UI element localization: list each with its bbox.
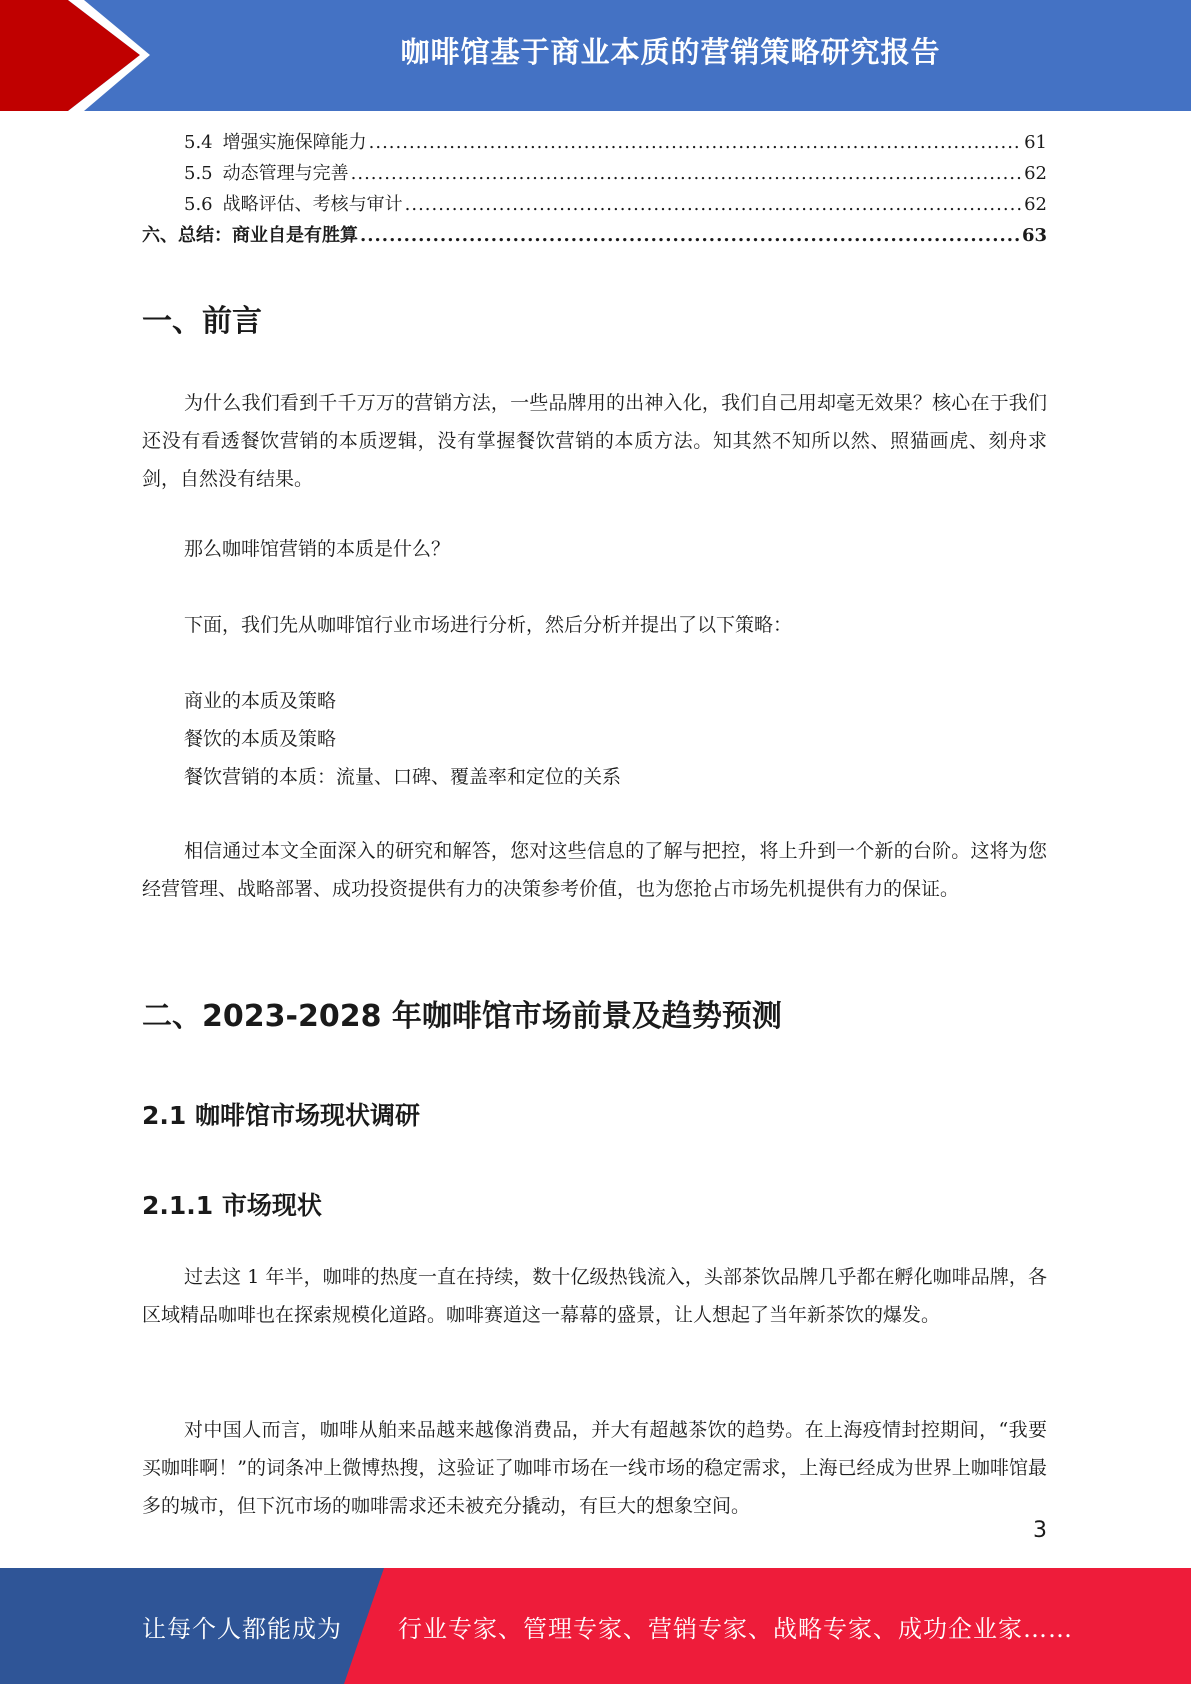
toc-entry-page: 61 [1024,132,1047,153]
toc-entry-number: 5.4 [184,132,213,153]
toc-entry-label: 六、总结：商业自是有胜算 [142,225,358,246]
toc-leader-dots [369,132,1022,153]
toc-entry-page: 63 [1021,225,1047,246]
toc-leader-dots [351,163,1022,184]
toc-entry-label: 增强实施保障能力 [222,132,367,153]
subsection-heading: 2.1.1 市场现状 [142,1191,322,1220]
toc-entry[interactable] [142,128,1047,159]
toc-entry-page: 62 [1024,163,1047,184]
page-header [0,0,1191,111]
subsection-heading: 2.1 咖啡馆市场现状调研 [142,1101,420,1130]
header-chevron-decoration [0,0,160,111]
body-line: 下面，我们先从咖啡馆行业市场进行分析，然后分析并提出了以下策略： [184,614,793,636]
toc-entry-label: 战略评估、考核与审计 [222,194,403,215]
section-heading-market-outlook: 二、2023-2028 年咖啡馆市场前景及趋势预测 [142,999,782,1034]
toc-entry[interactable] [142,159,1047,190]
list-item: 餐饮的本质及策略 [184,728,337,750]
toc-leader-dots [405,194,1022,215]
toc-entry[interactable] [142,190,1047,221]
body-paragraph: 为什么我们看到千千万万的营销方法，一些品牌用的出神入化，我们自己用却毫无效果？核心在于我们还没有看透餐饮营销的本质逻辑，没有掌握餐饮营销的本质方法。知其然不知所以然、照猫画虎、刻舟求剑，自然没有结果。 [142,392,1047,490]
toc-leader-dots [360,225,1020,246]
footer-slogan-left: 让每个人都能成为 [142,1614,342,1643]
body-paragraph: 过去这 1 年半，咖啡的热度一直在持续，数十亿级热钱流入，头部茶饮品牌几乎都在孵化咖啡品牌，各区域精品咖啡也在探索规模化道路。咖啡赛道这一幕幕的盛景，让人想起了当年新茶饮的爆发。 [142,1266,1047,1326]
body-line: 那么咖啡馆营销的本质是什么？ [184,538,451,560]
toc-entry-number: 5.5 [184,163,213,184]
page-number: 3 [1033,1518,1047,1543]
toc-entry-page: 62 [1024,194,1047,215]
table-of-contents [142,128,1047,252]
body-paragraph: 对中国人而言，咖啡从舶来品越来越像消费品，并大有超越茶饮的趋势。在上海疫情封控期间，“我要买咖啡啊！”的词条冲上微博热搜，这验证了咖啡市场在一线市场的稳定需求，上海已经成为世界上咖啡馆最多的城市，但下沉市场的咖啡需求还未被充分撬动，有巨大的想象空间。 [142,1419,1047,1517]
list-item: 餐饮营销的本质：流量、口碑、覆盖率和定位的关系 [184,766,622,788]
section-heading-preface: 一、前言 [142,304,262,339]
footer-slogan-right: 行业专家、管理专家、营销专家、战略专家、成功企业家…… [398,1614,1073,1643]
list-item: 商业的本质及策略 [184,690,337,712]
toc-entry-number: 5.6 [184,194,213,215]
body-paragraph: 相信通过本文全面深入的研究和解答，您对这些信息的了解与把控，将上升到一个新的台阶。这将为您经营管理、战略部署、成功投资提供有力的决策参考价值，也为您抢占市场先机提供有力的保证。 [142,840,1047,900]
page-footer [0,1568,1191,1684]
toc-entry-label: 动态管理与完善 [222,163,349,184]
toc-entry[interactable] [142,221,1047,252]
header-title: 咖啡馆基于商业本质的营销策略研究报告 [400,34,941,69]
